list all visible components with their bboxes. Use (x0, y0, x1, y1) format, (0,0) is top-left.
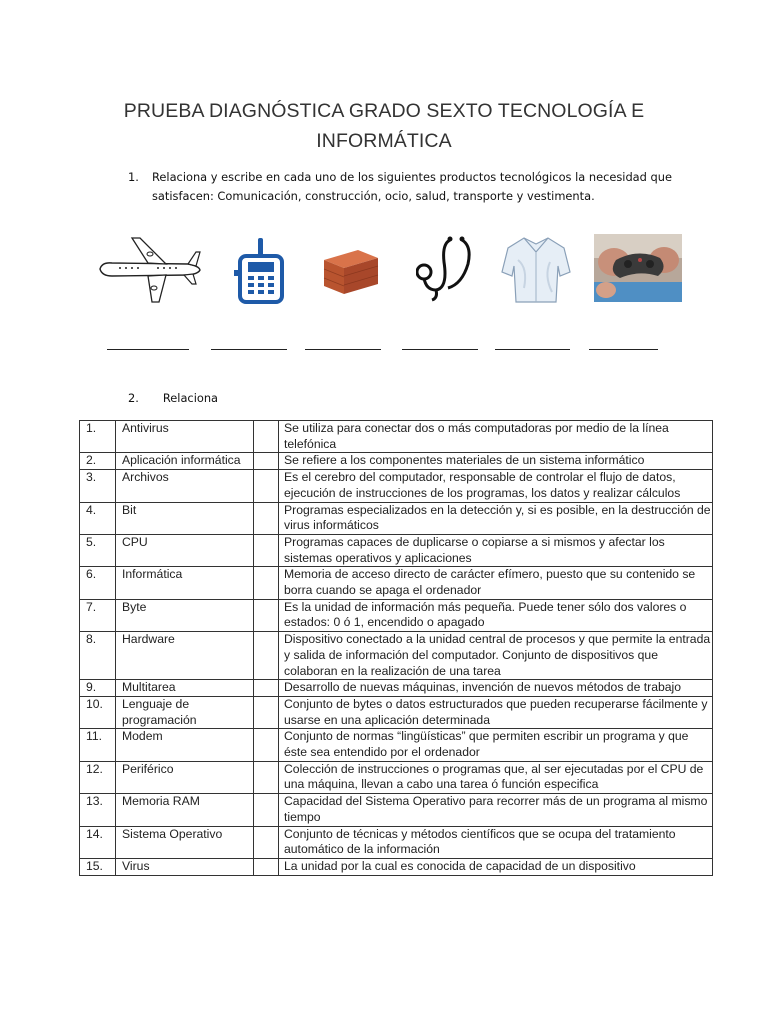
row-term: Lenguaje de programación (116, 696, 254, 728)
row-term: Bit (116, 502, 254, 534)
answer-blank-6[interactable] (589, 337, 658, 350)
answer-blank-5[interactable] (495, 337, 570, 350)
row-number: 11. (80, 729, 116, 761)
table-row (80, 680, 713, 697)
row-term: Multitarea (116, 680, 254, 697)
row-number: 9. (80, 680, 116, 697)
title-line-2: INFORMÁTICA (316, 130, 452, 152)
table-row (80, 632, 713, 680)
stethoscope-icon (416, 232, 482, 308)
row-description: Se utiliza para conectar dos o más computadoras por medio de la línea telefónica (279, 421, 713, 453)
row-number: 2. (80, 453, 116, 470)
row-answer-cell[interactable] (254, 470, 279, 502)
airplane-icon (96, 232, 204, 308)
brick-icon (318, 232, 382, 308)
matching-table-body (80, 421, 713, 876)
row-number: 8. (80, 632, 116, 680)
row-term: Virus (116, 858, 254, 875)
matching-table (79, 420, 713, 876)
row-answer-cell[interactable] (254, 858, 279, 875)
row-answer-cell[interactable] (254, 632, 279, 680)
row-answer-cell[interactable] (254, 567, 279, 599)
answer-blank-4[interactable] (402, 337, 478, 350)
title-line-1: PRUEBA DIAGNÓSTICA GRADO SEXTO TECNOLOGÍA E (123, 100, 645, 122)
row-description: Dispositivo conectado a la unidad central de procesos y que permite la entrada y salida de información del computador. Conjunto de dispositivos que colaboran en la realización de una tarea (279, 632, 713, 680)
row-answer-cell[interactable] (254, 794, 279, 826)
row-number: 3. (80, 470, 116, 502)
row-number: 6. (80, 567, 116, 599)
row-term: Memoria RAM (116, 794, 254, 826)
table-row (80, 858, 713, 875)
row-answer-cell[interactable] (254, 826, 279, 858)
table-row (80, 761, 713, 793)
table-row (80, 502, 713, 534)
row-number: 12. (80, 761, 116, 793)
row-term: Antivirus (116, 421, 254, 453)
row-number: 10. (80, 696, 116, 728)
row-answer-cell[interactable] (254, 502, 279, 534)
row-number: 13. (80, 794, 116, 826)
question-1-text: Relaciona y escribe en cada uno de los siguientes productos tecnológicos la necesidad que satisfacen: Comunicación, construcción, ocio, salud, transporte y vestimenta. (152, 170, 672, 203)
row-number: 4. (80, 502, 116, 534)
row-term: Informática (116, 567, 254, 599)
table-row (80, 453, 713, 470)
table-row (80, 599, 713, 631)
row-description: Programas capaces de duplicarse o copiarse a si mismos y afectar los sistemas operativos y aplicaciones (279, 534, 713, 566)
row-description: Conjunto de técnicas y métodos científicos que se ocupa del tratamiento automático de la información (279, 826, 713, 858)
gamepad-photo (594, 234, 682, 302)
question-2 (128, 391, 218, 405)
question-2-text: Relaciona (162, 391, 219, 405)
row-answer-cell[interactable] (254, 680, 279, 697)
row-term: Hardware (116, 632, 254, 680)
row-description: Programas especializados en la detección y, si es posible, en la destrucción de virus informáticos (279, 502, 713, 534)
row-description: Conjunto de normas “lingüísticas” que permiten escribir un programa y que éste sea entendido por el ordenador (279, 729, 713, 761)
answer-blank-2[interactable] (211, 337, 287, 350)
row-number: 1. (80, 421, 116, 453)
row-description: Es la unidad de información más pequeña. Puede tener sólo dos valores o estados: 0 ó 1, encendido o apagado (279, 599, 713, 631)
row-answer-cell[interactable] (254, 599, 279, 631)
page-title (60, 96, 708, 156)
table-row (80, 729, 713, 761)
row-answer-cell[interactable] (254, 761, 279, 793)
answer-blank-3[interactable] (305, 337, 381, 350)
row-description: La unidad por la cual es conocida de capacidad de un dispositivo (279, 858, 713, 875)
row-answer-cell[interactable] (254, 696, 279, 728)
row-number: 7. (80, 599, 116, 631)
row-description: Colección de instrucciones o programas que, al ser ejecutadas por el CPU de una máquina, llevan a cabo una tarea ó función especifica (279, 761, 713, 793)
row-term: Aplicación informática (116, 453, 254, 470)
table-row (80, 470, 713, 502)
table-row (80, 826, 713, 858)
row-term: Periférico (116, 761, 254, 793)
answer-blank-1[interactable] (107, 337, 189, 350)
row-description: Conjunto de bytes o datos estructurados que pueden recuperarse fácilmente y usarse en una aplicación determinada (279, 696, 713, 728)
table-row (80, 567, 713, 599)
telephone-icon (232, 232, 288, 308)
row-term: Byte (116, 599, 254, 631)
row-term: Sistema Operativo (116, 826, 254, 858)
row-description: Es el cerebro del computador, responsable de controlar el flujo de datos, ejecución de instrucciones de los programas, los datos y realizar cálculos (279, 470, 713, 502)
row-term: Archivos (116, 470, 254, 502)
row-description: Capacidad del Sistema Operativo para recorrer más de un programa al mismo tiempo (279, 794, 713, 826)
row-answer-cell[interactable] (254, 729, 279, 761)
row-answer-cell[interactable] (254, 534, 279, 566)
table-row (80, 696, 713, 728)
question-1-number: 1. (128, 170, 139, 184)
table-row (80, 534, 713, 566)
row-number: 14. (80, 826, 116, 858)
table-row (80, 421, 713, 453)
shirt-icon (498, 232, 574, 308)
row-description: Memoria de acceso directo de carácter efímero, puesto que su contenido se borra cuando se apaga el ordenador (279, 567, 713, 599)
row-description: Se refiere a los componentes materiales de un sistema informático (279, 453, 713, 470)
question-2-number: 2. (128, 391, 139, 405)
table-row (80, 794, 713, 826)
row-answer-cell[interactable] (254, 421, 279, 453)
row-term: Modem (116, 729, 254, 761)
row-description: Desarrollo de nuevas máquinas, invención de nuevos métodos de trabajo (279, 680, 713, 697)
row-number: 5. (80, 534, 116, 566)
row-number: 15. (80, 858, 116, 875)
row-answer-cell[interactable] (254, 453, 279, 470)
row-term: CPU (116, 534, 254, 566)
